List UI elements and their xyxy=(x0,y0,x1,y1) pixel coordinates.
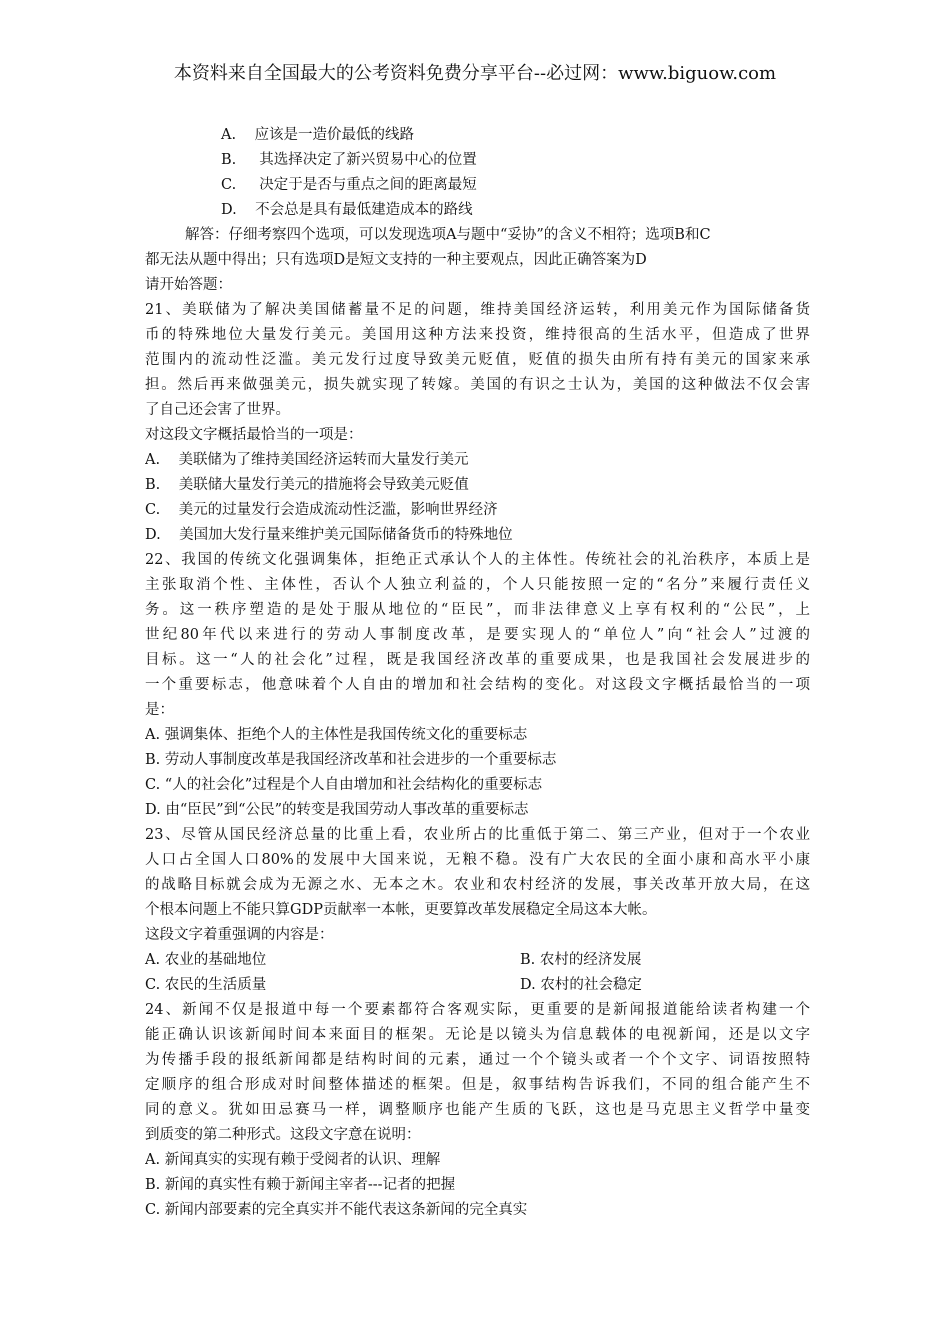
question-24 xyxy=(145,998,810,1223)
q23-options-row-1 xyxy=(145,948,810,973)
q23-prompt: 这段文字着重强调的内容是： xyxy=(145,927,334,943)
q20-option-a: A. 应该是一造价最低的线路 xyxy=(221,127,415,143)
q22-option-d: D. 由“臣民”到“公民”的转变是我国劳动人事改革的重要标志 xyxy=(145,802,529,818)
answer-line: 都无法从题中得出；只有选项D是短文支持的一种主要观点，因此正确答案为D xyxy=(145,252,647,268)
q21-text-line: 21、美联储为了解决美国储蓄量不足的问题，维持美国经济运转，利用美元作为国际储备货 xyxy=(145,302,810,318)
q24-text-line: 能正确认识该新闻时间本来面目的框架。无论是以镜头为信息载体的电视新闻，还是以文字 xyxy=(145,1027,810,1043)
q22-text-line: 世纪80年代以来进行的劳动人事制度改革，是要实现人的“单位人”向“社会人”过渡的 xyxy=(145,627,810,643)
q22-text-line: 一个重要标志，他意味着个人自由的增加和社会结构的变化。对这段文字概括最恰当的一项 xyxy=(145,677,810,693)
q22-option-b: B. 劳动人事制度改革是我国经济改革和社会进步的一个重要标志 xyxy=(145,752,557,768)
q21-text-line: 范围内的流动性泛滥。美元发行过度导致美元贬值，贬值的损失由所有持有美元的国家来承 xyxy=(145,352,810,368)
q23-option-a: A. 农业的基础地位 xyxy=(145,952,267,968)
q21-option-a: A. 美联储为了维持美国经济运转而大量发行美元 xyxy=(145,452,469,468)
q20-options xyxy=(145,123,810,223)
q20-option-b: B. 其选择决定了新兴贸易中心的位置 xyxy=(221,152,477,168)
q20-option-c: C. 决定于是否与重点之间的距离最短 xyxy=(221,177,477,193)
q21-option-d: D. 美国加大发行量来维护美元国际储备货币的特殊地位 xyxy=(145,527,513,543)
q23-option-c: C. 农民的生活质量 xyxy=(145,977,267,993)
q24-text-line: 定顺序的组合形成对时间整体描述的框架。但是，叙事结构告诉我们，不同的组合能产生不 xyxy=(145,1077,810,1093)
q22-text-line: 是： xyxy=(145,702,174,718)
q24-text-line: 为传播手段的报纸新闻都是结构时间的元素，通过一个个镜头或者一个个文字、词语按照特 xyxy=(145,1052,810,1068)
page-header: 本资料来自全国最大的公考资料免费分享平台--必过网：www.biguow.com xyxy=(173,63,777,84)
q22-option-a: A. 强调集体、拒绝个人的主体性是我国传统文化的重要标志 xyxy=(145,727,528,743)
q21-option-b: B. 美联储大量发行美元的措施将会导致美元贬值 xyxy=(145,477,469,493)
q23-text-line: 个根本问题上不能只算GDP贡献率一本帐，更要算改革发展稳定全局这本大帐。 xyxy=(145,902,657,918)
q24-option-c: C. 新闻内部要素的完全真实并不能代表这条新闻的完全真实 xyxy=(145,1202,528,1218)
q20-answer xyxy=(145,223,810,273)
q21-prompt: 对这段文字概括最恰当的一项是： xyxy=(145,427,363,443)
q21-text-line: 了自己还会害了世界。 xyxy=(145,402,290,418)
start-prompt: 请开始答题： xyxy=(145,277,232,293)
q22-option-c: C. “人的社会化”过程是个人自由增加和社会结构化的重要标志 xyxy=(145,777,543,793)
answer-line: 解答：仔细考察四个选项，可以发现选项A与题中“妥协”的含义不相符；选项B和C xyxy=(185,227,711,243)
q23-text-line: 23、尽管从国民经济总量的比重上看，农业所占的比重低于第二、第三产业，但对于一个农业 xyxy=(145,827,810,843)
q22-text-line: 22、我国的传统文化强调集体，拒绝正式承认个人的主体性。传统社会的礼治秩序，本质上是 xyxy=(145,552,810,568)
q21-text-line: 担。然后再来做强美元，损失就实现了转嫁。美国的有识之士认为，美国的这种做法不仅会害 xyxy=(145,377,810,393)
q23-text-line: 的战略目标就会成为无源之水、无本之木。农业和农村经济的发展，事关改革开放大局，在这 xyxy=(145,877,810,893)
q21-text-line: 币的特殊地位大量发行美元。美国用这种方法来投资，维持很高的生活水平，但造成了世界 xyxy=(145,327,810,343)
q23-option-d: D. 农村的社会稳定 xyxy=(520,977,642,993)
question-23 xyxy=(145,823,810,998)
document-body xyxy=(145,123,810,1223)
q23-text-line: 人口占全国人口80%的发展中大国来说，无粮不稳。没有广大农民的全面小康和高水平小康 xyxy=(145,852,810,868)
q24-text-line: 同的意义。犹如田忌赛马一样，调整顺序也能产生质的飞跃，这也是马克思主义哲学中量变 xyxy=(145,1102,810,1118)
question-21 xyxy=(145,298,810,548)
q22-text-line: 目标。这一“人的社会化”过程，既是我国经济改革的重要成果，也是我国社会发展进步的 xyxy=(145,652,810,668)
q24-text-line: 到质变的第二种形式。这段文字意在说明： xyxy=(145,1127,421,1143)
question-22 xyxy=(145,548,810,823)
q24-option-a: A. 新闻真实的实现有赖于受阅者的认识、理解 xyxy=(145,1152,441,1168)
q21-option-c: C. 美元的过量发行会造成流动性泛滥，影响世界经济 xyxy=(145,502,498,518)
q20-option-d: D. 不会总是具有最低建造成本的路线 xyxy=(221,202,473,218)
q23-options-row-2 xyxy=(145,973,810,998)
q23-option-b: B. 农村的经济发展 xyxy=(520,952,642,968)
q22-text-line: 主张取消个性、主体性，否认个人独立利益的，个人只能按照一定的“名分”来履行责任义 xyxy=(145,577,810,593)
q24-text-line: 24、新闻不仅是报道中每一个要素都符合客观实际，更重要的是新闻报道能给读者构建一个 xyxy=(145,1002,810,1018)
q24-option-b: B. 新闻的真实性有赖于新闻主宰者---记者的把握 xyxy=(145,1177,456,1193)
q22-text-line: 务。这一秩序塑造的是处于服从地位的“臣民”，而非法律意义上享有权利的“公民”，上 xyxy=(145,602,810,618)
